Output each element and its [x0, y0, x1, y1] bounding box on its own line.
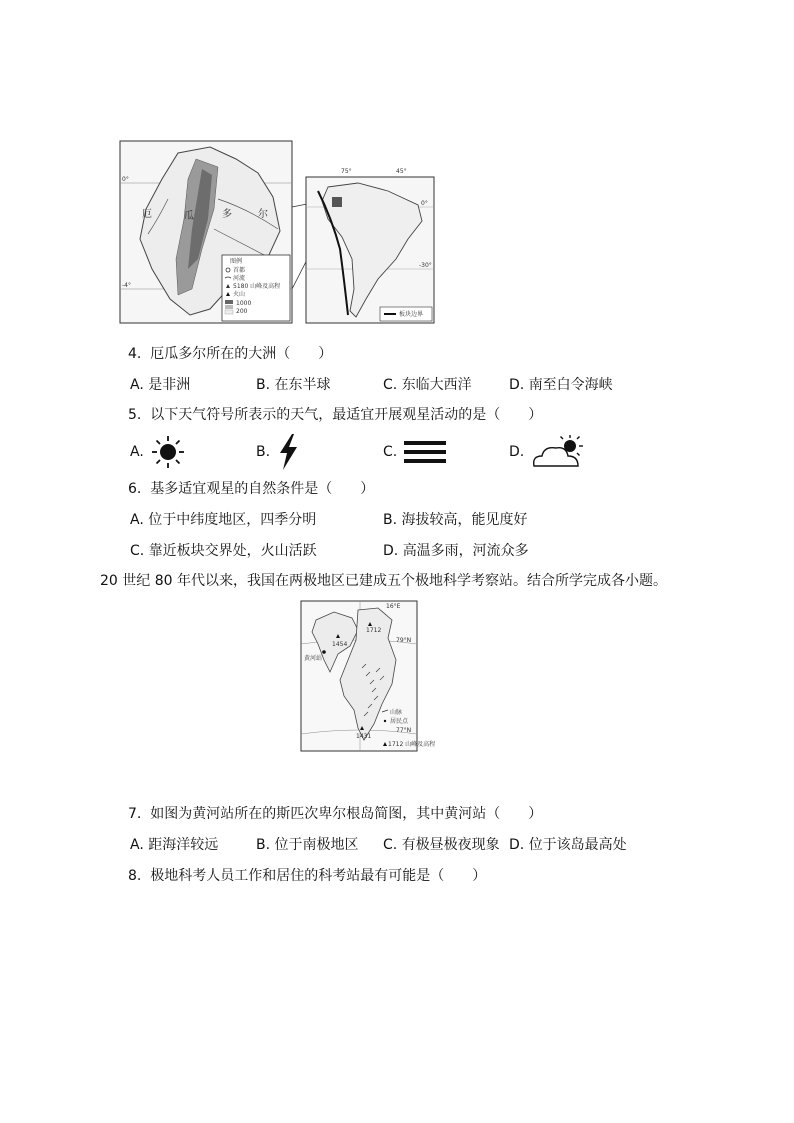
lat-label-0: 0° [122, 176, 129, 183]
figure-svalbard [300, 600, 436, 752]
q5-option-d[interactable] [509, 434, 586, 470]
option-letter: A. [130, 837, 144, 853]
option-text: 东临大西洋 [401, 377, 472, 393]
question-7 [128, 803, 542, 823]
lon-label-75: 75° [341, 168, 352, 175]
question-number: 4. [128, 346, 142, 362]
svalbard-map-image [300, 600, 436, 752]
ecuador-map-image [118, 139, 478, 325]
legend-item-capital: 首都 [233, 267, 246, 274]
station-label: 黄河站 [304, 655, 323, 662]
q7-option-c[interactable] [383, 834, 500, 854]
lat-label-77n: 77°N [396, 727, 412, 734]
option-letter: A. [130, 512, 144, 528]
option-letter: C. [383, 377, 398, 393]
question-4 [128, 343, 332, 363]
question-8 [128, 865, 486, 885]
option-letter: D. [509, 837, 525, 853]
option-letter: B. [256, 444, 271, 460]
question-number: 8. [128, 868, 142, 884]
option-text: 是非洲 [148, 377, 191, 393]
legend-title: 图例 [230, 258, 243, 265]
option-letter: C. [383, 444, 398, 460]
lightning-icon [276, 433, 300, 471]
lat-label-minus4: -4° [122, 282, 131, 289]
q6-option-d[interactable] [383, 540, 529, 560]
legend-item-peak: 5180 山峰及高程 [233, 283, 281, 290]
option-text: 高温多雨，河流众多 [402, 543, 529, 559]
q7-option-d[interactable] [509, 834, 627, 854]
sunny-icon [150, 434, 186, 470]
legend-item-river: 河流 [233, 275, 246, 282]
q6-option-b[interactable] [383, 509, 528, 529]
q4-option-c[interactable] [383, 374, 472, 394]
q7-option-b[interactable] [256, 834, 359, 854]
question-text: 基多适宜观星的自然条件是（ ） [150, 481, 375, 497]
region-char-4: 尔 [258, 209, 268, 220]
cloud-sun-icon [530, 434, 586, 470]
option-text: 在东半球 [274, 377, 331, 393]
figure-ecuador [118, 139, 478, 325]
legend-elev-200: 200 [236, 308, 248, 315]
region-char-3: 多 [222, 209, 232, 220]
option-letter: D. [383, 543, 399, 559]
question-5 [128, 404, 542, 424]
q5-option-a[interactable] [130, 434, 186, 470]
option-text: 位于该岛最高处 [528, 837, 627, 853]
peak-label-1: 1454 [332, 641, 348, 648]
lon-label-16e: 16°E [386, 603, 401, 610]
q6-option-c[interactable] [130, 540, 317, 560]
q5-option-c[interactable] [383, 434, 447, 470]
question-text: 极地科考人员工作和居住的科考站最有可能是（ ） [150, 868, 487, 884]
option-text: 距海洋较远 [148, 837, 219, 853]
option-letter: A. [130, 444, 144, 460]
lat-label-30: -30° [419, 262, 432, 269]
peak-label-3: 1431 [356, 733, 372, 740]
region-char-1: 厄 [142, 209, 152, 220]
q4-option-d[interactable] [509, 374, 613, 394]
lon-label-45: 45° [396, 168, 407, 175]
elev-high-swatch [225, 300, 233, 304]
option-text: 海拔较高，能见度好 [401, 512, 528, 528]
lat-label-0-right: 0° [421, 200, 428, 207]
option-letter: D. [509, 444, 525, 460]
q5-option-b[interactable] [256, 434, 300, 470]
option-letter: B. [383, 512, 398, 528]
elev-mid-swatch [225, 305, 233, 309]
peak-label-2: 1712 [366, 627, 382, 634]
lat-label-79n: 79°N [396, 637, 412, 644]
option-text: 有极昼极夜现象 [401, 837, 500, 853]
question-text: 以下天气符号所表示的天气，最适宜开展观星活动的是（ ） [150, 407, 543, 423]
legend-elev-1000: 1000 [236, 300, 252, 307]
q4-option-b[interactable] [256, 374, 331, 394]
option-text: 靠近板块交界处，火山活跃 [148, 543, 317, 559]
legend-peak: 1712 山峰及高程 [388, 741, 436, 748]
legend-item-volcano: 火山 [233, 291, 246, 298]
question-text: 厄瓜多尔所在的大洲（ ） [150, 346, 333, 362]
option-letter: C. [130, 543, 145, 559]
legend-plate-boundary: 板块边界 [399, 311, 424, 318]
option-letter: D. [509, 377, 525, 393]
q4-option-a[interactable] [130, 374, 190, 394]
question-text: 如图为黄河站所在的斯匹次卑尔根岛简图，其中黄河站（ ） [150, 806, 543, 822]
q7-option-a[interactable] [130, 834, 218, 854]
option-letter: B. [256, 377, 271, 393]
option-letter: B. [256, 837, 271, 853]
q6-option-a[interactable] [130, 509, 316, 529]
settlement-icon [384, 720, 386, 722]
option-letter: C. [383, 837, 398, 853]
region-char-2: 瓜 [184, 211, 194, 222]
option-text: 位于中纬度地区，四季分明 [148, 512, 317, 528]
section-intro: 20 世纪 80 年代以来，我国在两极地区已建成五个极地科学考察站。结合所学完成各小题。 [100, 573, 667, 589]
legend-mountain: 山脉 [390, 709, 403, 716]
question-number: 5. [128, 407, 142, 423]
option-letter: A. [130, 377, 144, 393]
option-text: 位于南极地区 [274, 837, 359, 853]
legend-settlement: 居民点 [390, 718, 409, 725]
question-number: 7. [128, 806, 142, 822]
question-6 [128, 478, 374, 498]
fog-icon [403, 437, 447, 467]
option-text: 南至白令海峡 [528, 377, 613, 393]
elev-low-swatch [225, 310, 233, 314]
question-number: 6. [128, 481, 142, 497]
